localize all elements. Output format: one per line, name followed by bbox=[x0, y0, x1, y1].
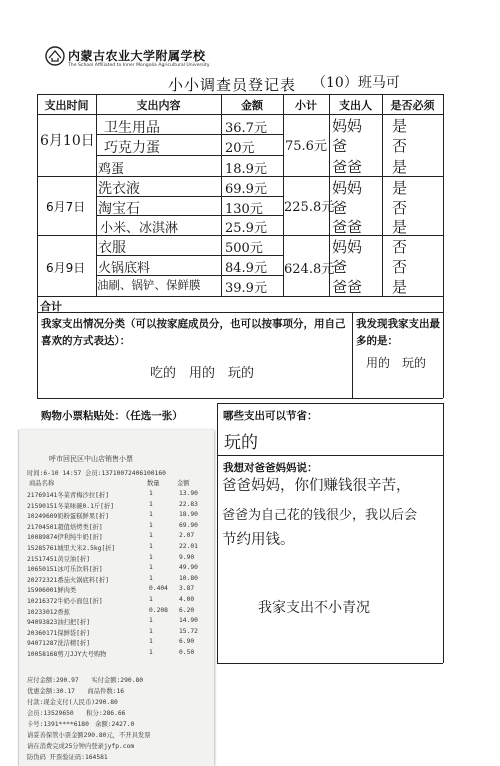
receipt-item-name: 20360171保鲜袋[折] bbox=[27, 629, 91, 637]
receipt-item-amt: 10.80 bbox=[179, 574, 198, 582]
subtotal-cell: 624.8元 bbox=[284, 262, 335, 277]
receipt-item-amt: 4.00 bbox=[179, 596, 195, 603]
receipt-item-amt: 14.90 bbox=[179, 617, 198, 625]
receipt-item-amt: 9.90 bbox=[179, 553, 195, 561]
receipt-item-qty: 0.404 bbox=[149, 585, 168, 593]
school-name: 内蒙古农业大学附属学校 bbox=[68, 49, 206, 63]
content-cell: 油刷、锅铲、保鲜膜 bbox=[97, 278, 201, 292]
receipt-item-name: 15906001鲜肉类 bbox=[27, 587, 77, 595]
parents-line-2: 爸爸为自己花的钱很少，我以后会 bbox=[222, 508, 418, 523]
parents-prompt: 我想对爸爸妈妈说： bbox=[223, 462, 318, 474]
receipt-footer-3: 会员:13529650 积分:286.66 bbox=[27, 710, 126, 717]
receipt-item-name: 94071287洗洁精[折] bbox=[27, 640, 91, 648]
receipt-item-row bbox=[27, 554, 202, 564]
receipt-items bbox=[27, 490, 207, 660]
header-payer: 支出人 bbox=[339, 99, 372, 112]
receipt-item-row bbox=[27, 511, 202, 521]
receipt-item-row bbox=[27, 628, 202, 638]
receipt-item-name: 10058168剪刀JJY大号购物 bbox=[27, 651, 107, 658]
payer-cell: 爸 bbox=[332, 199, 348, 217]
receipt-item-qty: 1 bbox=[149, 511, 153, 519]
receipt-item-amt: 15.72 bbox=[179, 627, 198, 635]
content-cell: 卫生用品 bbox=[104, 120, 160, 136]
payer-cell: 爸爸 bbox=[332, 278, 363, 296]
save-answer: 玩的 bbox=[224, 433, 258, 453]
amount-cell: 500元 bbox=[225, 241, 263, 256]
parents-line-1: 爸爸妈妈，你们赚钱很辛苦， bbox=[222, 478, 411, 494]
amount-cell: 20元 bbox=[225, 141, 255, 156]
receipt-item-amt: 6.20 bbox=[179, 606, 195, 614]
receipt-item-amt: 49.90 bbox=[179, 564, 198, 572]
payer-cell: 爸 bbox=[332, 137, 348, 155]
receipt-col-qty: 数量 bbox=[147, 480, 160, 487]
subtotal-cell: 225.8元 bbox=[284, 200, 335, 215]
most-answer: 用的 玩的 bbox=[366, 356, 427, 370]
required-cell: 是 bbox=[392, 218, 408, 236]
receipt-item-row bbox=[27, 501, 202, 511]
subtotal-cell: 75.6元 bbox=[285, 139, 327, 154]
receipt-item-row bbox=[27, 575, 202, 585]
receipt-item-amt: 2.07 bbox=[179, 532, 195, 540]
content-cell: 洗衣液 bbox=[98, 181, 140, 197]
school-name-en: The School Affiliated to Inner Mongolia Agricultural University bbox=[68, 63, 210, 68]
receipt-item-row bbox=[27, 596, 202, 606]
receipt-item-qty: 1 bbox=[149, 532, 153, 540]
amount-cell: 39.9元 bbox=[225, 281, 267, 296]
receipt-item-name: 20272321番茄火锅底料[折] bbox=[27, 576, 109, 584]
receipt-item-name: 10249609奶粉蛋糕鲜果[折] bbox=[27, 513, 109, 521]
receipt-footer-2: 付款:现金支付(人民币)290.80 bbox=[27, 699, 118, 706]
receipt-item-qty: 0.208 bbox=[149, 606, 168, 614]
receipt-item-row bbox=[27, 532, 202, 542]
receipt-item-name: 21517451黄豆油[折] bbox=[27, 555, 91, 563]
receipt-header-line: 时间:6-10 14:57 会员:13710072406100160 bbox=[27, 470, 166, 477]
date-cell: 6月9日 bbox=[46, 261, 86, 275]
receipt-item-qty: 1 bbox=[149, 490, 153, 497]
receipt-item-name: 15285761城里大米2.5kg[折] bbox=[27, 545, 116, 552]
receipt-col-amt: 金额 bbox=[177, 480, 190, 487]
receipt-item-qty: 1 bbox=[149, 596, 153, 603]
date-cell: 6月10日 bbox=[40, 133, 95, 149]
receipt-item-name: 21704501超值焙烤类[折] bbox=[27, 523, 103, 531]
receipt-item-qty: 1 bbox=[149, 553, 153, 561]
receipt-footer-4: 卡号:1391****6180 余额:2427.0 bbox=[27, 721, 135, 728]
class-note: （10）班马可 bbox=[312, 75, 400, 91]
content-cell: 巧克力蛋 bbox=[104, 140, 160, 156]
receipt-footer-7: 防伪码 开票验证码:164581 bbox=[27, 754, 108, 761]
receipt-item-name: 21769141冬菜青梅沙拉[折] bbox=[27, 492, 109, 499]
required-cell: 是 bbox=[392, 179, 408, 197]
receipt-item-row bbox=[27, 585, 202, 595]
amount-cell: 36.7元 bbox=[225, 121, 267, 136]
receipt-item-row bbox=[27, 543, 202, 553]
amount-cell: 25.9元 bbox=[225, 221, 267, 236]
content-cell: 淘宝石 bbox=[98, 201, 140, 217]
amount-cell: 84.9元 bbox=[225, 261, 267, 276]
receipt-footer-0: 应付金额:290.97 实付金额:290.80 bbox=[27, 677, 144, 684]
receipt-item-name: 10233012香蕉 bbox=[27, 608, 70, 616]
required-cell: 否 bbox=[392, 238, 408, 256]
content-cell: 小米、冰淇淋 bbox=[100, 221, 179, 236]
receipt-item-row bbox=[27, 607, 202, 617]
receipt-item-amt: 18.90 bbox=[179, 511, 198, 519]
payer-cell: 妈妈 bbox=[332, 238, 363, 256]
payer-cell: 妈妈 bbox=[332, 179, 363, 197]
receipt-item-row bbox=[27, 564, 202, 574]
required-cell: 否 bbox=[392, 258, 408, 276]
receipt-item-name: 10650151冰可乐饮料[折] bbox=[27, 566, 103, 574]
amount-cell: 18.9元 bbox=[225, 162, 267, 177]
content-cell: 鸡蛋 bbox=[98, 162, 125, 177]
receipt-item-amt: 3.87 bbox=[179, 585, 195, 593]
payer-cell: 爸 bbox=[332, 258, 348, 276]
amount-cell: 69.9元 bbox=[225, 182, 267, 197]
required-cell: 否 bbox=[392, 137, 408, 155]
content-cell: 衣服 bbox=[98, 240, 126, 256]
receipt-section-label: 购物小票粘贴处：（任选一张） bbox=[41, 410, 183, 422]
receipt-footer-5: 请妥善保管小票金额290.80元，不开具发票 bbox=[27, 732, 151, 739]
receipt-item-qty: 1 bbox=[149, 564, 153, 572]
classify-answer: 吃的 用的 玩的 bbox=[150, 366, 255, 381]
receipt-item-row bbox=[27, 490, 202, 500]
receipt-item-row bbox=[27, 522, 202, 532]
receipt-item-qty: 1 bbox=[149, 543, 153, 550]
receipt-item-amt: 13.90 bbox=[179, 490, 198, 497]
school-logo bbox=[44, 46, 66, 66]
receipt-col-name: 商品名称 bbox=[29, 480, 55, 487]
receipt-item-row bbox=[27, 617, 202, 627]
required-cell: 是 bbox=[392, 117, 408, 135]
date-cell: 6月7日 bbox=[46, 200, 86, 214]
receipt-item-row bbox=[27, 638, 202, 648]
header-subtotal: 小计 bbox=[295, 99, 317, 112]
header-required: 是否必须 bbox=[390, 99, 435, 112]
classify-prompt: 我家支出情况分类（可以按家庭成员分，也可以按事项分，用自己喜欢的方式表达）： bbox=[41, 318, 346, 347]
receipt-footer-6: 请在消费完成25分钟内登录jyfp.com bbox=[27, 743, 135, 750]
amount-cell: 130元 bbox=[225, 202, 263, 217]
payer-cell: 妈妈 bbox=[332, 117, 363, 135]
header-content: 支出内容 bbox=[136, 99, 181, 112]
receipt-store: 呼市回民区中山店销售小票 bbox=[49, 455, 133, 463]
save-prompt: 哪些支出可以节省： bbox=[223, 410, 318, 422]
receipt-item-name: 10216372牛奶小面包[折] bbox=[27, 598, 103, 605]
required-cell: 是 bbox=[392, 158, 408, 176]
receipt-item-name: 94093823油扫把[折] bbox=[27, 619, 91, 627]
receipt-item-amt: 22.83 bbox=[179, 500, 198, 508]
payer-cell: 爸爸 bbox=[332, 158, 363, 176]
receipt-item-name: 10089874伊利纯牛奶[折] bbox=[27, 534, 103, 542]
most-prompt: 我发现我家支出最多的是： bbox=[356, 318, 440, 347]
required-cell: 是 bbox=[392, 278, 408, 296]
parents-line-3: 节约用钱。 bbox=[222, 532, 295, 548]
content-cell: 火锅底料 bbox=[98, 261, 151, 276]
receipt-item-qty: 1 bbox=[149, 521, 153, 529]
conclusion-note: 我家支出不小青况 bbox=[258, 600, 370, 616]
receipt-item-amt: 22.01 bbox=[179, 543, 198, 550]
receipt-item-qty: 1 bbox=[149, 638, 153, 646]
receipt-item-name: 21590151冬菜味碗0.1斤[折] bbox=[27, 502, 115, 510]
receipt-item-qty: 1 bbox=[149, 617, 153, 625]
form-title: 小小调查员登记表 bbox=[168, 76, 297, 94]
receipt-item-row bbox=[27, 649, 202, 659]
receipt-item-qty: 1 bbox=[149, 649, 153, 656]
header-amount: 金额 bbox=[241, 99, 263, 112]
header-time: 支出时间 bbox=[44, 99, 89, 112]
receipt-item-qty: 1 bbox=[149, 574, 153, 582]
receipt-footer-1: 优惠金额:30.17 商品件数:16 bbox=[27, 688, 125, 695]
receipt-item-qty: 1 bbox=[149, 627, 153, 635]
shopping-receipt bbox=[18, 430, 214, 766]
total-label: 合计 bbox=[40, 300, 62, 313]
required-cell: 否 bbox=[392, 199, 408, 217]
receipt-item-amt: 6.90 bbox=[179, 638, 195, 646]
receipt-item-qty: 1 bbox=[149, 500, 153, 508]
receipt-item-amt: 69.90 bbox=[179, 521, 198, 529]
payer-cell: 爸爸 bbox=[332, 218, 363, 236]
receipt-item-amt: 0.50 bbox=[179, 649, 195, 656]
